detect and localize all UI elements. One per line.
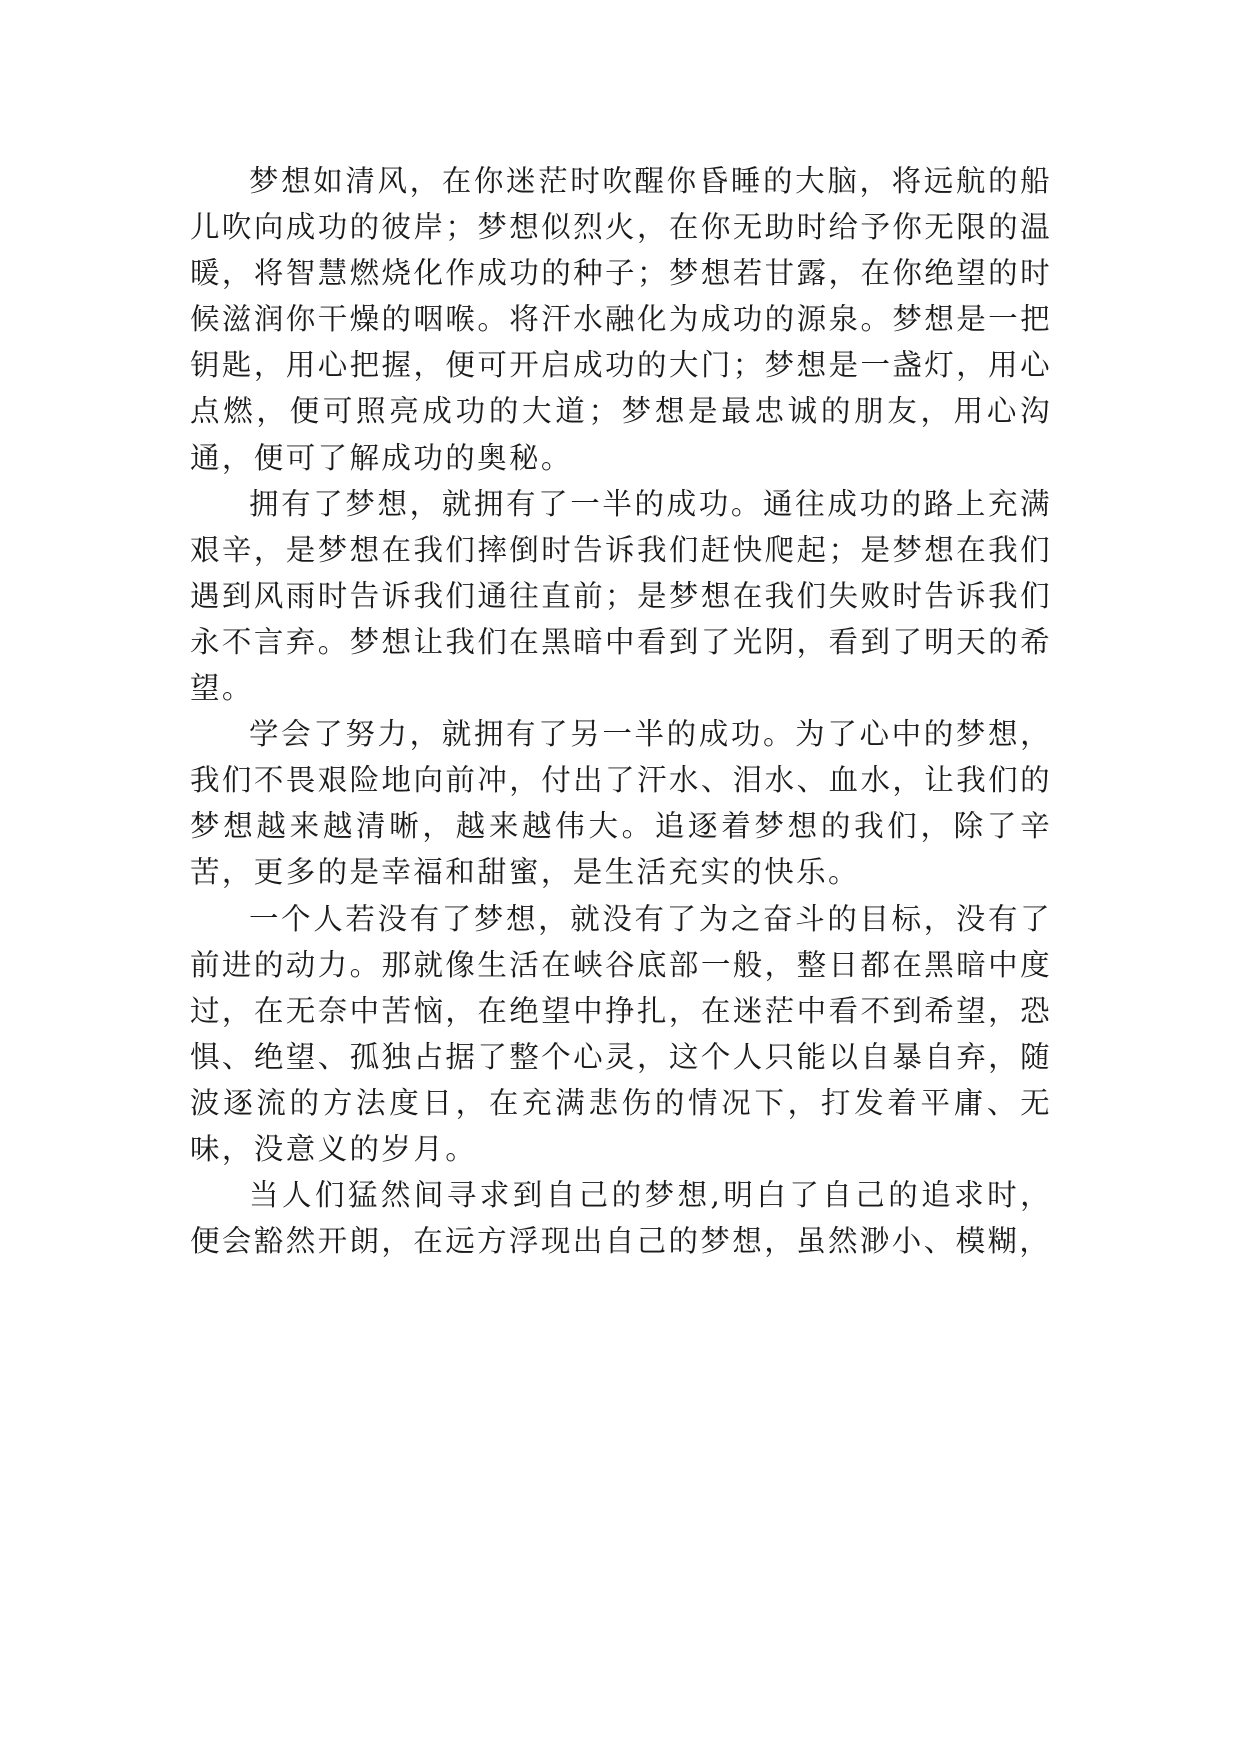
paragraph-1: 梦想如清风，在你迷茫时吹醒你昏睡的大脑，将远航的船儿吹向成功的彼岸；梦想似烈火，在你无助时给予你无限的温暖，将智慧燃烧化作成功的种子；梦想若甘露，在你绝望的时候滋润你干燥的咽喉。将汗水融化为成功的源泉。梦想是一把钥匙，用心把握，便可开启成功的大门；梦想是一盏灯，用心点燃，便可照亮成功的大道；梦想是最忠诚的朋友，用心沟通，便可了解成功的奥秘。 — [190, 164, 1052, 475]
paragraph-3: 学会了努力，就拥有了另一半的成功。为了心中的梦想，我们不畏艰险地向前冲，付出了汗水、泪水、血水，让我们的梦想越来越清晰，越来越伟大。追逐着梦想的我们，除了辛苦，更多的是幸福和甜蜜，是生活充实的快乐。 — [190, 717, 1052, 890]
paragraph-4: 一个人若没有了梦想，就没有了为之奋斗的目标，没有了前进的动力。那就像生活在峡谷底部一般，整日都在黑暗中度过，在无奈中苦恼，在绝望中挣扎，在迷茫中看不到希望，恐惧、绝望、孤独占据了整个心灵，这个人只能以自暴自弃，随波逐流的方法度日，在充满悲伤的情况下，打发着平庸、无味，没意义的岁月。 — [190, 901, 1052, 1166]
document-body — [190, 158, 1052, 1264]
paragraph-5: 当人们猛然间寻求到自己的梦想,明白了自己的追求时，便会豁然开朗，在远方浮现出自己的梦想，虽然渺小、模糊， — [190, 1178, 1052, 1259]
paragraph-2: 拥有了梦想，就拥有了一半的成功。通往成功的路上充满艰辛，是梦想在我们摔倒时告诉我们赶快爬起；是梦想在我们遇到风雨时告诉我们通往直前；是梦想在我们失败时告诉我们永不言弃。梦想让我们在黑暗中看到了光阴，看到了明天的希望。 — [190, 486, 1052, 706]
